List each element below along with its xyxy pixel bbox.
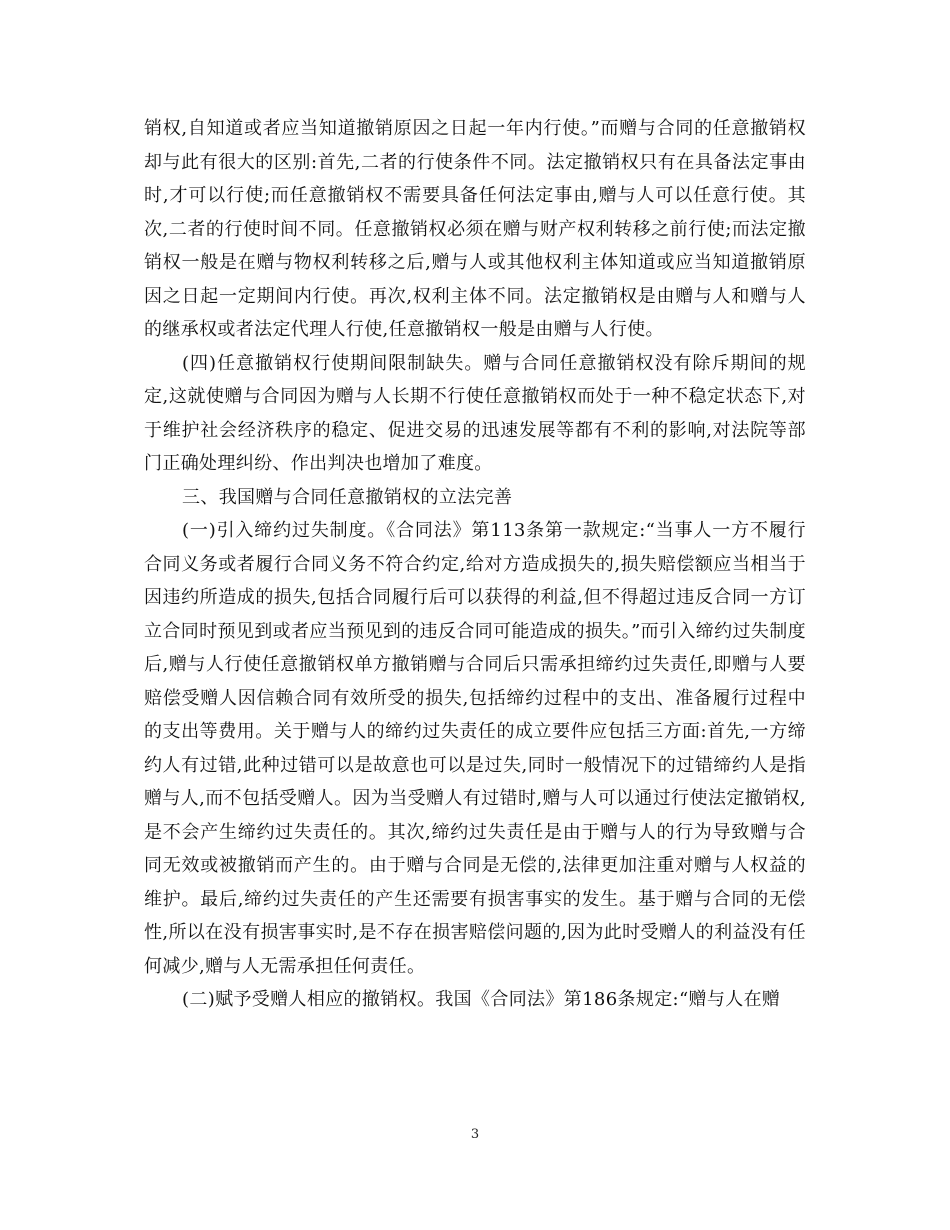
- paragraph-continuation: 销权,自知道或者应当知道撤销原因之日起一年内行使。”而赠与合同的任意撤销权却与此有很大的区别:首先,二者的行使条件不同。法定撤销权只有在具备法定事由时,才可以行使;而任意撤销权不需要具备任何法定事由,赠与人可以任意行使。其次,二者的行使时间不同。任意撤销权必须在赠与财产权利转移之前行使;而法定撤销权一般是在赠与物权利转移之后,赠与人或其他权利主体知道或应当知道撤销原因之日起一定期间内行使。再次,权利主体不同。法定撤销权是由赠与人和赠与人的继承权或者法定代理人行使,任意撤销权一般是由赠与人行使。: [144, 118, 806, 340]
- paragraph-subsection-two: (二)赋予受赠人相应的撤销权。我国《合同法》第186条规定:“赠与人在赠: [182, 989, 781, 1010]
- paragraph-subsection-one: (一)引入缔约过失制度。《合同法》第113条第一款规定:“当事人一方不履行合同义务或者履行合同义务不符合约定,给对方造成损失的,损失赔偿额应当相当于因违约所造成的损失,包括合同履行后可以获得的利益,但不得超过违反合同一方订立合同时预见到或者应当预见到的违反合同可能造成的损失。”而引入缔约过失制度后,赠与人行使任意撤销权单方撤销赠与合同后只需承担缔约过失责任,即赠与人要赔偿受赠人因信赖合同有效所受的损失,包括缔约过程中的支出、准备履行过程中的支出等费用。关于赠与人的缔约过失责任的成立要件应包括三方面:首先,一方缔约人有过错,此种过错可以是故意也可以是过失,同时一般情况下的过错缔约人是指赠与人,而不包括受赠人。因为当受赠人有过错时,赠与人可以通过行使法定撤销权,是不会产生缔约过失责任的。其次,缔约过失责任是由于赠与人的行为导致赠与合同无效或被撤销而产生的。由于赠与合同是无偿的,法律更加注重对赠与人权益的维护。最后,缔约过失责任的产生还需要有损害事实的发生。基于赠与合同的无偿性,所以在没有损害事实时,是不存在损害赔偿问题的,因为此时受赠人的利益没有任何减少,赠与人无需承担任何责任。: [144, 520, 806, 977]
- section-heading: 三、我国赠与合同任意撤销权的立法完善: [182, 486, 513, 508]
- document-body: [144, 112, 806, 1017]
- page-number: 3: [470, 1127, 480, 1142]
- paragraph-section-four: (四)任意撤销权行使期间限制缺失。赠与合同任意撤销权没有除斥期间的规定,这就使赠与合同因为赠与人长期不行使任意撤销权而处于一种不稳定状态下,对于维护社会经济秩序的稳定、促进交易的迅速发展等都有不利的影响,对法院等部门正确处理纠纷、作出判决也增加了难度。: [144, 352, 806, 474]
